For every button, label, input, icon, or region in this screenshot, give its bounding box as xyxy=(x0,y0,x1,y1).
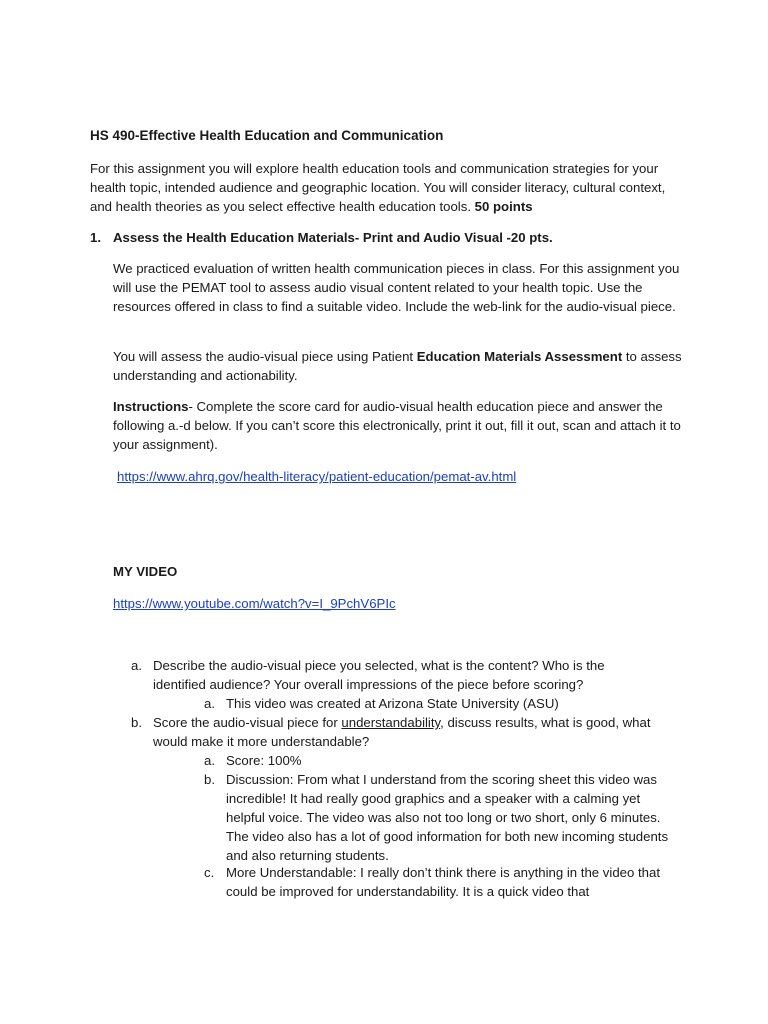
intro-points: 50 points xyxy=(474,199,533,214)
p2-bold: Education Materials Assessment xyxy=(416,349,623,364)
my-video-heading: MY VIDEO xyxy=(113,564,178,579)
question-b-marker: b. xyxy=(131,715,142,730)
question-b-score: Score: 100% xyxy=(226,753,302,768)
pemat-link-container xyxy=(117,467,516,486)
intro-text: For this assignment you will explore health education tools and communication strategies for your health topic, intended audience and geographic location. You will consider literacy, cultural context, and health theories as you select effective health education tools. xyxy=(90,161,666,214)
section-1-title: Assess the Health Education Materials- Print and Audio Visual -20 pts. xyxy=(113,230,553,245)
question-b-discussion: Discussion: From what I understand from the scoring sheet this video was incredible! It had really good graphics and a speaker with a calming yet helpful voice. The video was also not too long or two short, only 6 minutes. The video also has a lot of good information for both new incoming students and also returning students. xyxy=(226,772,669,863)
section-1-instructions xyxy=(113,397,693,454)
section-1-number: 1. xyxy=(90,230,101,245)
instructions-label: Instructions xyxy=(113,399,189,414)
my-video-link[interactable]: https://www.youtube.com/watch?v=I_9PchV6PIc xyxy=(113,596,396,611)
section-1-paragraph-1: We practiced evaluation of written health communication pieces in class. For this assignment you will use the PEMAT tool to assess audio visual content related to your health topic. Use the resources offered in class to find a suitable video. Include the web-link for the audio-visual piece. xyxy=(113,261,680,314)
question-a-answer: This video was created at Arizona State University (ASU) xyxy=(226,696,559,711)
question-b-underlined: understandability xyxy=(341,715,441,730)
pemat-link[interactable]: https://www.ahrq.gov/health-literacy/patient-education/pemat-av.html xyxy=(117,469,517,484)
document-title: HS 490-Effective Health Education and Communication xyxy=(90,128,444,143)
question-b-before: Score the audio-visual piece for xyxy=(153,715,342,730)
question-a-sub-marker: a. xyxy=(204,696,215,711)
question-b-sub-a-marker: a. xyxy=(204,753,215,768)
p2-after: to assess understanding and actionability. xyxy=(113,349,682,383)
instructions-text: - Complete the score card for audio-visual health education piece and answer the following a.-d below. If you can’t score this electronically, print it out, fill it out, scan and attach it to your assignment). xyxy=(113,399,681,452)
question-b-sub-c-marker: c. xyxy=(204,865,215,880)
intro-paragraph xyxy=(90,159,690,216)
question-b-text xyxy=(153,713,653,751)
my-video-link-container xyxy=(113,594,396,613)
question-a-marker: a. xyxy=(131,658,142,673)
question-b-sub-b-marker: b. xyxy=(204,772,215,787)
question-a-text: Describe the audio-visual piece you selected, what is the content? Who is the identified audience? Your overall impressions of the piece before scoring? xyxy=(153,658,605,692)
question-b-more-understandable: More Understandable: I really don’t think there is anything in the video that could be improved for understandability. It is a quick video that xyxy=(226,865,660,899)
p2-before: You will assess the audio-visual piece using Patient xyxy=(113,349,417,364)
question-b-after: , discuss results, what is good, what would make it more understandable? xyxy=(153,715,651,749)
section-1-paragraph-2 xyxy=(113,347,693,385)
